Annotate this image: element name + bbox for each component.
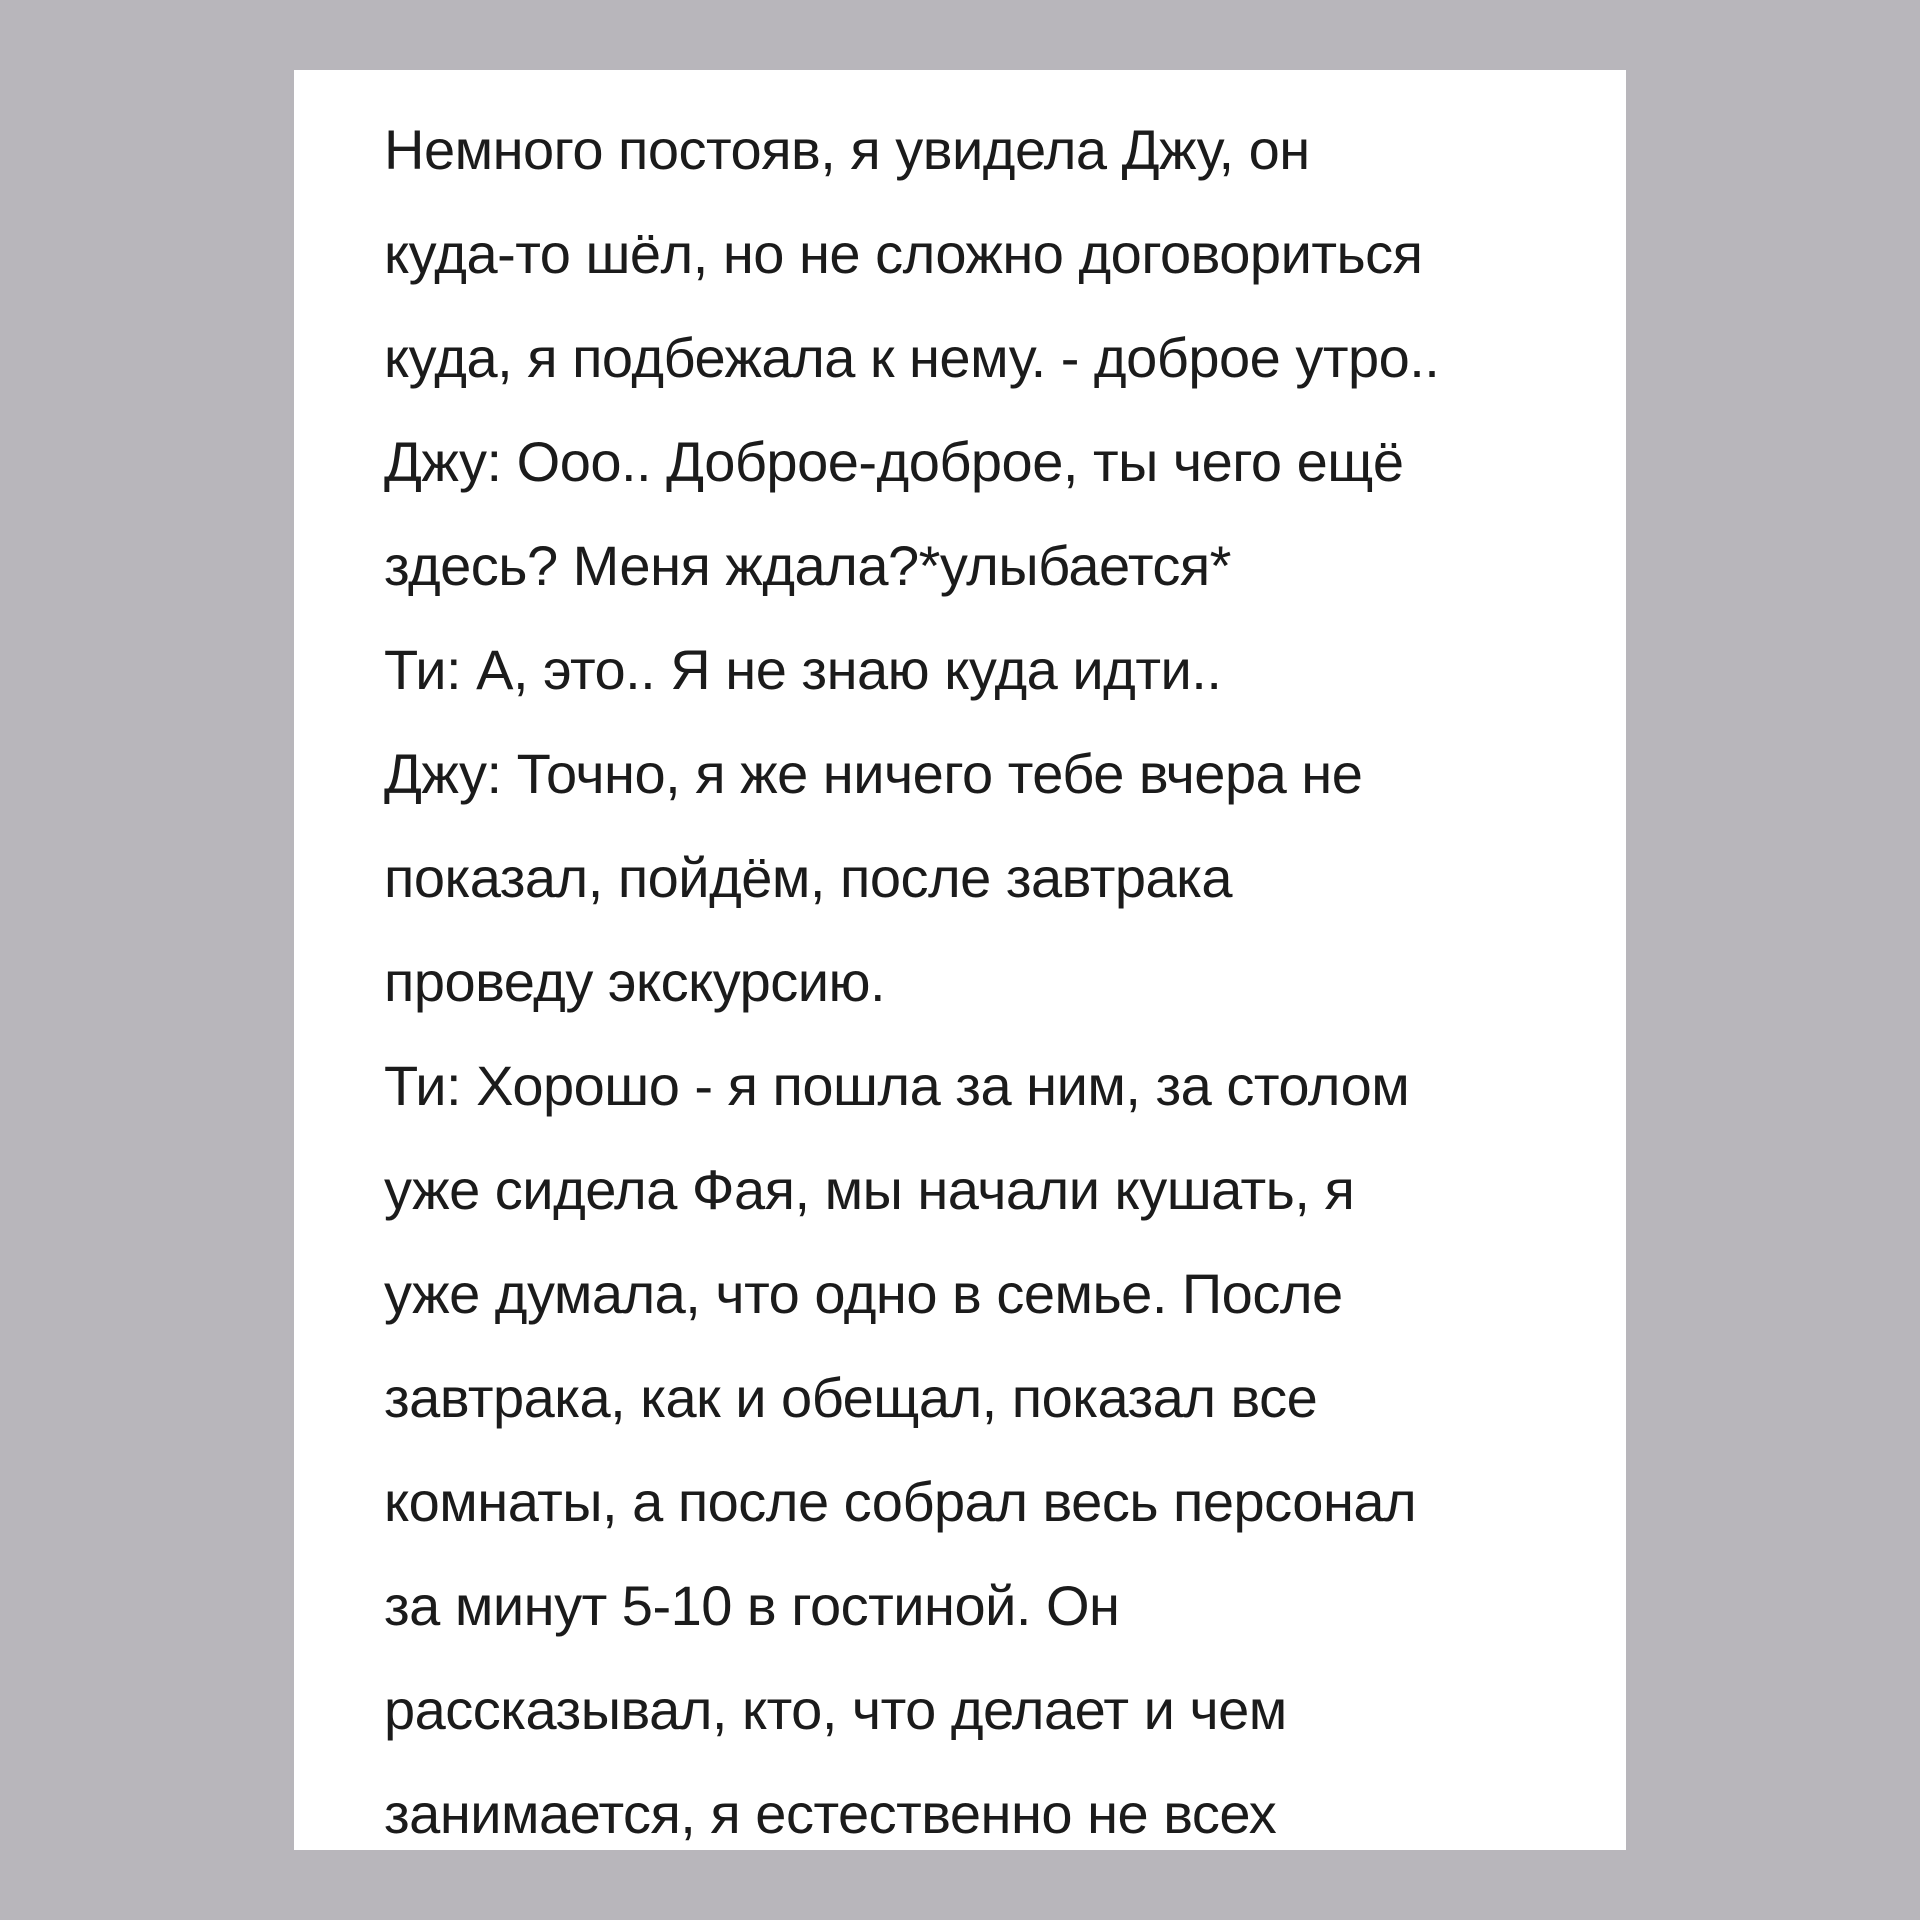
text-line: проведу экскурсию. [384,950,886,1013]
text-line: здесь? Меня ждала?*улыбается* [384,534,1231,597]
text-line: Джу: Ооо.. Доброе-доброе, ты чего ещё [384,430,1404,493]
text-line: рассказывал, кто, что делает и чем [384,1678,1287,1741]
text-line: уже сидела Фая, мы начали кушать, я [384,1158,1355,1221]
text-line: завтрака, как и обещал, показал все [384,1366,1318,1429]
document-page [294,70,1626,1850]
text-line: Немного постояв, я увидела Джу, он [384,118,1310,181]
text-line: Джу: Точно, я же ничего тебе вчера не [384,742,1363,805]
text-line: занимается, я естественно не всех [384,1782,1277,1845]
text-line: уже думала, что одно в семье. После [384,1262,1343,1325]
text-line: показал, пойдём, после завтрака [384,846,1233,909]
text-line: Ти: Хорошо - я пошла за ним, за столом [384,1054,1410,1117]
text-line: Ти: А, это.. Я не знаю куда идти.. [384,638,1222,701]
text-line: за минут 5-10 в гостиной. Он [384,1574,1120,1637]
text-line: куда, я подбежала к нему. - доброе утро.. [384,326,1440,389]
text-line: куда-то шёл, но не сложно договориться [384,222,1423,285]
text-line: комнаты, а после собрал весь персонал [384,1470,1417,1533]
